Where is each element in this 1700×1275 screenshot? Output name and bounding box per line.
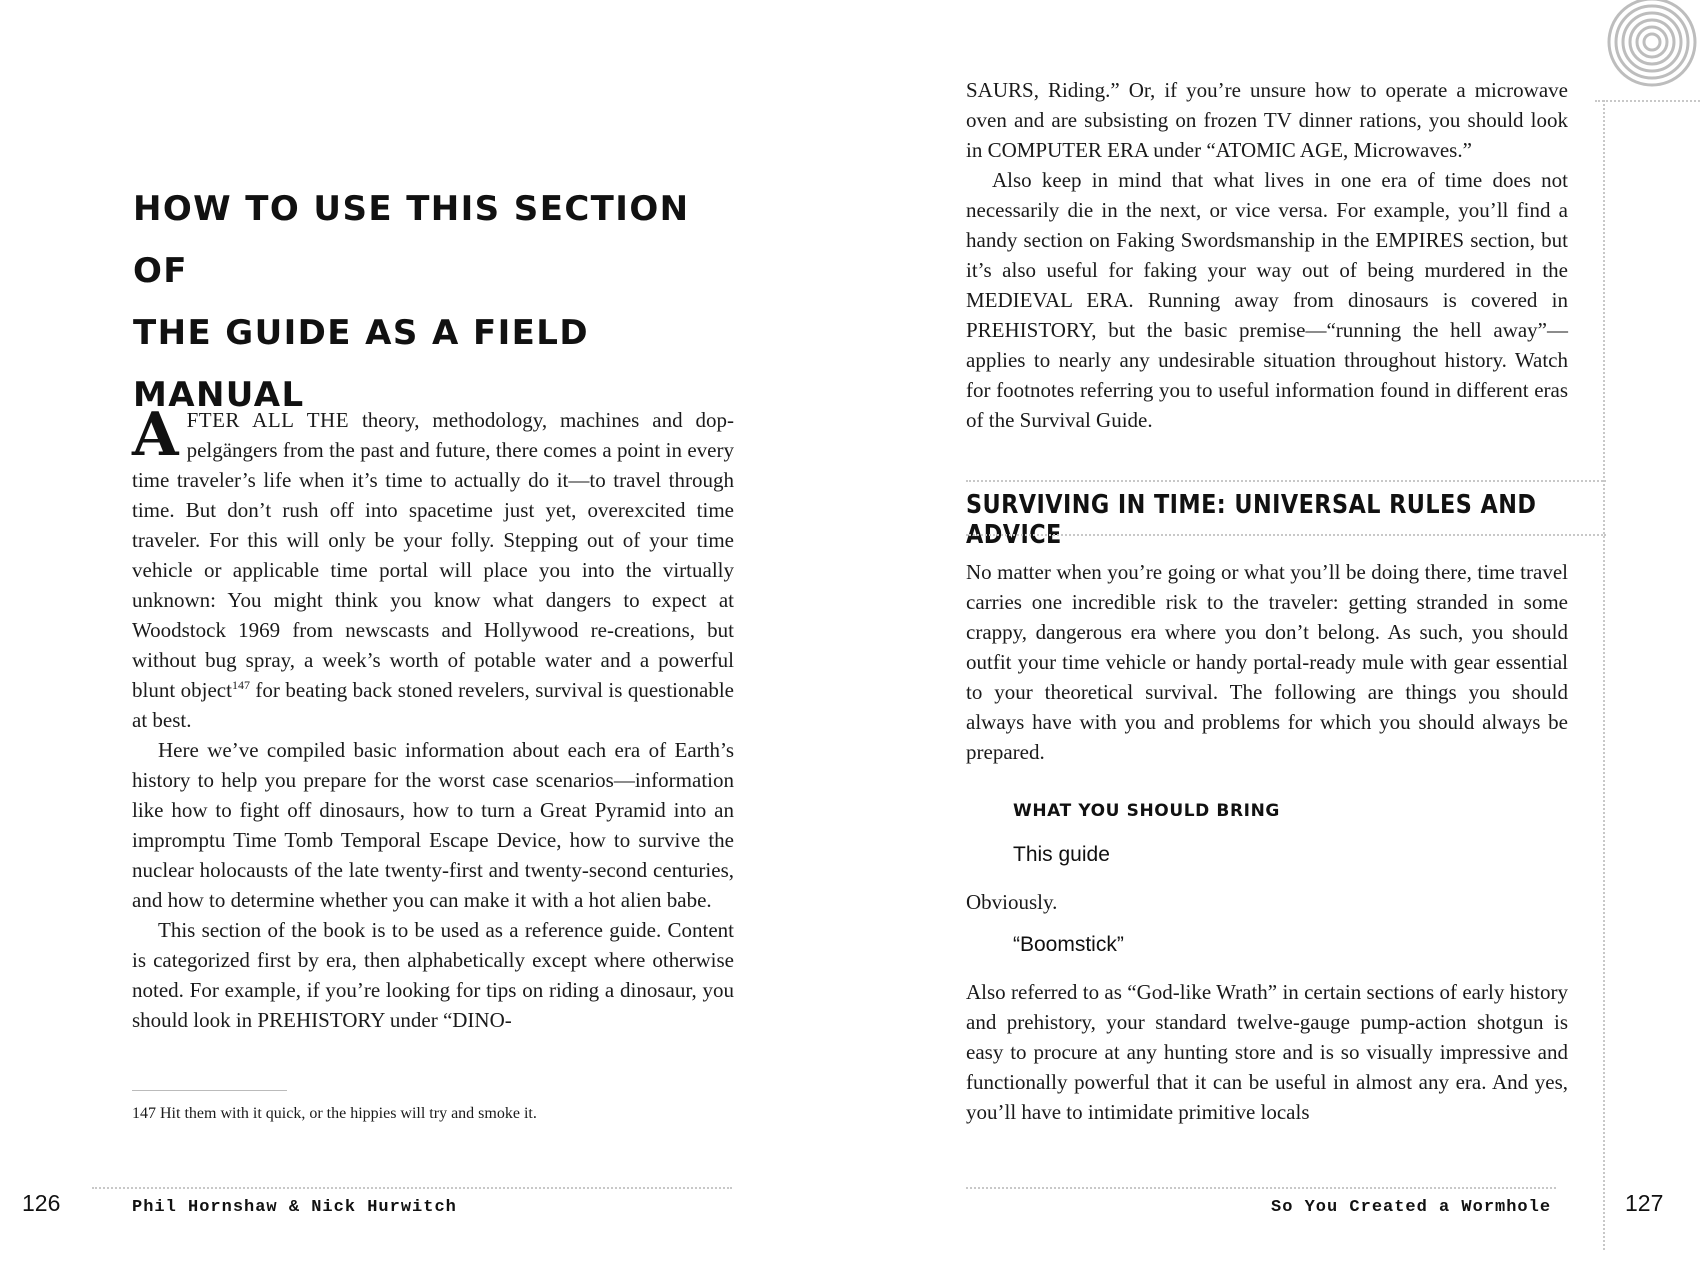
- item-title-boomstick: “Boomstick”: [1013, 933, 1124, 956]
- chapter-title-line-1: HOW TO USE THIS SECTION OF: [133, 189, 690, 291]
- lead-in-caps: FTER ALL THE: [186, 408, 350, 432]
- footer-dotted-rule: [92, 1187, 732, 1189]
- chapter-title: [133, 178, 733, 426]
- item-title-this-guide: This guide: [1013, 843, 1110, 866]
- heading-rule-bottom: [966, 534, 1606, 536]
- item-desc-boomstick: Also referred to as “God-like Wrath” in certain sections of early history and prehistory, your standard twelve-gauge pump-action shotgun is easy to procure at any hunting store and is so visually impressive and functionally powerful that it can be useful in almost any era. And yes, you’ll have to intimidate primitive locals: [966, 980, 1568, 1124]
- paragraph-5: No matter when you’re going or what you’ll be doing there, time travel carries one incredible risk to the traveler: getting stranded in some crappy, dangerous era where you don’t belong. As such, you should outfit your time vehicle or handy portal-ready mule with gear essential to your theoretical survival. The following are things you should always have with you and problems for which you should always be prepared.: [966, 560, 1568, 764]
- section-heading: SURVIVING IN TIME: UNIVERSAL RULES AND ADVICE: [966, 490, 1537, 550]
- intro-text-a: theory, methodology, machines and doppelgängers from the past and future, there comes a point in every time traveler’s life when it’s time to actually do it—to travel through time. But don’t rush off into spacetime just yet, overexcited time traveler. For this will only be your folly. Stepping out of your time vehicle or applicable time portal will place you into the virtually unknown: You might think you know what dangers to expect at Woodstock 1969 from newscasts and Hollywood re-creations, but without bug spray, a week’s worth of potable water and a powerful blunt object: [132, 408, 734, 702]
- footnote-147: 147 Hit them with it quick, or the hippies will try and smoke it.: [132, 1105, 537, 1122]
- page-number-left: 126: [22, 1190, 61, 1216]
- running-head-left: Phil Hornshaw & Nick Hurwitch: [132, 1198, 457, 1217]
- paragraph-3: This section of the book is to be used as a reference guide. Content is categorized first by era, then alphabetically except where otherwise noted. For example, if you’re looking for tips on riding a dinosaur, you should look in PREHISTORY under “DINO-: [132, 918, 734, 1032]
- drop-cap: A: [132, 400, 179, 470]
- running-head-right: So You Created a Wormhole: [1271, 1198, 1552, 1217]
- intro-text-b: for beating back stoned revelers, survival is questionable at best.: [132, 678, 734, 732]
- heading-rule-top: [966, 480, 1606, 482]
- paragraph-2: Here we’ve compiled basic information about each era of Earth’s history to help you prepare for the worst case scenarios—information like how to fight off dinosaurs, how to turn a Great Pyramid into an impromptu Time Tomb Temporal Escape Device, how to survive the nuclear holocausts of the late twenty-first and twenty-second centuries, and how to determine whether you can make it with a hot alien babe.: [132, 738, 734, 912]
- footnote-rule: [132, 1090, 287, 1091]
- right-page: [850, 0, 1700, 1275]
- subheading-what-to-bring: WHAT YOU SHOULD BRING: [1013, 801, 1280, 821]
- page-number-right: 127: [1625, 1190, 1664, 1216]
- right-body-text-top: [966, 75, 1568, 435]
- corner-dotted-rule: [1595, 100, 1700, 102]
- item-desc-this-guide: Obviously.: [966, 890, 1058, 914]
- right-body-text-bottom: [966, 977, 1568, 1127]
- left-body-text: [132, 400, 734, 1035]
- chapter-title-line-2: THE GUIDE AS A FIELD MANUAL: [133, 313, 589, 415]
- spiral-icon: [1605, 0, 1700, 90]
- margin-dotted-rule: [1603, 100, 1605, 1250]
- right-body-text-middle: [966, 557, 1568, 767]
- continued-paragraph: SAURS, Riding.” Or, if you’re unsure how to operate a microwave oven and are subsisting on frozen TV dinner rations, you should look in COMPUTER ERA under “ATOMIC AGE, Microwaves.”: [966, 78, 1568, 162]
- intro-paragraph: [132, 400, 734, 735]
- paragraph-4: Also keep in mind that what lives in one era of time does not necessarily die in the next, or vice versa. For example, you’ll find a handy section on Faking Swordsmanship in the EMPIRES section, but it’s also useful for faking your way out of being murdered in the MEDIEVAL ERA. Running away from dinosaurs is covered in PREHISTORY, but the basic premise—“running the hell away”—applies to nearly any undesirable situation throughout history. Watch for footnotes referring you to useful information found in different eras of the Survival Guide.: [966, 168, 1568, 432]
- footnote-marker[interactable]: 147: [231, 678, 250, 692]
- footer-dotted-rule-right: [966, 1187, 1556, 1189]
